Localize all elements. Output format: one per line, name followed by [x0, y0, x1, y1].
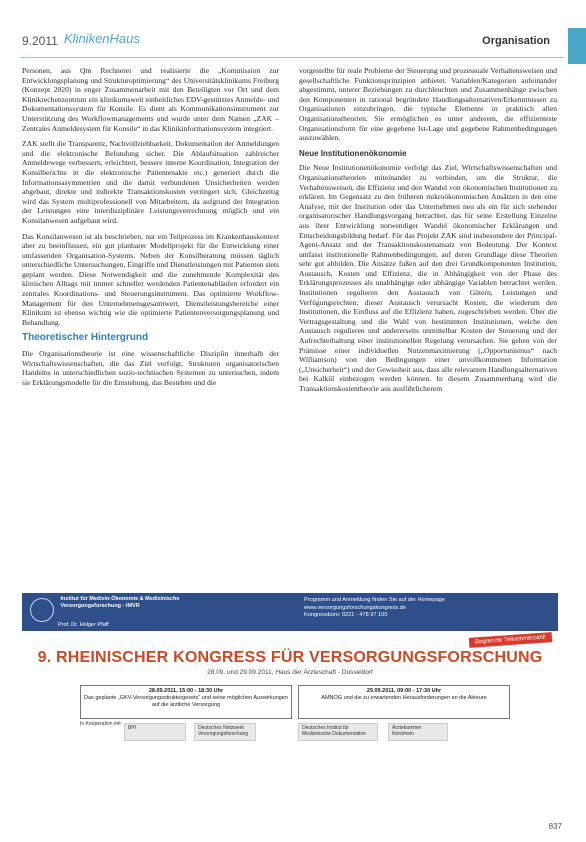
paragraph: Das Konsilanwesen ist als beschrieben, nur ein Teilprozess im Krankenhauskontext aber zu beeinflussen, ein gut planbarer Modellprojekt für die Entwicklung einer umfassenden Organisation-Systems. Neben der Konsilberatung müssen täglich unterschiedliche Untersuchungen, Eingriffe und Dienstleistungen mit Patienten stets geplant werden. Diese Notwendigkeit und die zunehmende Komplexität des klinischen Alltags mit immer schneller werdenden Patientenabläufen erfordert ein zentrales Koordinations- und Steuerungsinstrument. Das optimierte Workflow-Management für den Unternehmensgesamtwert, Dienstleistungsbereiche einer Klinikum ist ebenso wichtig wie die optimierte Patientenversorgungsplanung und Behandlung. — [22, 231, 279, 327]
info-line: Kongressbüro: 0221 - 478 97 100 — [304, 612, 388, 618]
magazine-logo: KlinikenHaus — [64, 31, 140, 46]
sponsor-row — [22, 721, 558, 747]
institute-block — [30, 596, 200, 628]
sponsor-logo: Deutsches Institut für Medizinische Dokumentation — [298, 723, 378, 741]
session-topic: Das geplante „GKV-Versorgungsstrukturgesetz“ und seine möglichen Auswirkungen auf die ärztliche Versorgung — [84, 695, 288, 708]
website-link[interactable]: www.versorgungsforschungskongress.de — [304, 604, 406, 611]
page-header — [0, 28, 586, 56]
session-date: 29.09.2011, 09:00 - 17:30 Uhr — [366, 688, 442, 694]
page-number: 837 — [548, 822, 562, 831]
right-column — [299, 66, 557, 400]
ad-banner — [22, 593, 558, 631]
header-divider — [20, 57, 564, 58]
paragraph: Die Organisationstheorie ist eine wissenschaftliche Disziplin innerhalb der Wirtschaftswissenschaften, die das Ziel verfolgt, Strukturen organisatorischen Handelns in unterschiedlichen sozio-technischen Systemen zu untersuchen, indem sie Erklärungsmodelle für die Entstehung, das Bestehen und die — [22, 349, 279, 387]
congress-title: 9. RHEINISCHER KONGRESS FÜR VERSORGUNGSFORSCHUNG — [37, 649, 543, 666]
institute-director: Prof. Dr. Holger Pfaff — [58, 622, 109, 628]
session-date: 28.09.2011, 15:00 - 18:30 Uhr — [148, 688, 224, 694]
limited-participants-stamp: Begrenzte Teilnehmerzahl! — [469, 632, 552, 648]
sponsor-logo: Deutsches Netzwerk Versorgungsforschung — [194, 723, 256, 741]
sponsors-label: In Kooperation mit: — [80, 721, 122, 727]
paragraph: Personen, aus Qm Rechnerei und realisierte die „Kommission zur Entwicklungsplanung und Strukturoptimierung“ des Universitätsklinikums Freiburg (Konzept 2020) in enger Zusammenarbeit mit den Beteiligten vor Ort und dem Klinikrechenzentrum ein klinikumsweit einheitliches EDV-gestütztes Anmelde- und Dokumentationssystem für Konsile. Es dient als Kommunikationsinstrument zur Unterstützung des Workflowmanagements und wurde unter dem Namen „ZAK – Zentrales Anmeldesystem für Konsile“ in das Klinikinformationssystem integriert. — [22, 66, 279, 133]
sponsor-logo: Ärztekammer Nordrhein — [388, 723, 448, 741]
session-box — [80, 685, 292, 719]
congress-advertisement — [22, 593, 558, 757]
paragraph: vorgestellte für reale Probleme der Steuerung und prozessuale Verhaltensweisen und gesellschaftliche Funktionsprinzipien anbietet. Variablen/Kategorien aufeinander abgestimmt, unterer Beziehungen zu durchleuchten und Zusammenhänge zwischen den Komponenten in rational begründete Handlungsalternativen/Erkenntnissen zu Organisationen einzubringen, die typische Elemente in praktisch allen Organisationstheorien. Sie ermöglichen es unter anderem, die effizienteste Organisationsform für eine gegebene Ist-Lage und gegebene Rahmenbedingungen auszuwählen. — [299, 66, 557, 143]
congress-date-location: 28.09. und 29.09.2011, Haus der Ärzteschaft - Düsseldorf — [207, 669, 373, 676]
issue-number: 9.2011 — [22, 34, 58, 48]
section-title: Organisation — [482, 35, 550, 47]
section-tab — [568, 28, 586, 64]
session-topic: AMNOG und die zu erwartenden Herausforderungen an die Akteure — [321, 695, 487, 701]
institute-name: Institut für Medizin-Ökonomie & Medizinische Versorgungsforschung - IMVR — [60, 596, 180, 609]
registration-info — [304, 597, 554, 620]
paragraph: ZAK stellt die Transparenz, Nachvollziehbarkeit, Dokumentation der Anmeldungen und die elektronische Befundung sicher. Die Ablaufsituation zahlreicher Anmeldewege verbessern, erleichtert, bessere interne Koordination, Integration der Konsilberichte in die elektronische Patientenakte etc.) generiert durch die Informationsasymmetrien und die damit verbundenen Unsicherheiten werden abgebaut, direkte und indirekte Transaktionskosten verringert sich. Gleichzeitig wird das System multiprofessionell von Mitarbeitern, da aufgrund der Integration der Leistungen eine interdisziplinäre Leistungsverrechnung möglich und ein Konsilanwesen aufgebaut wird. — [22, 139, 279, 225]
subsection-heading: Neue Institutionenökonomie — [299, 148, 407, 158]
paragraph: Die Neue Institutionenökonomie verfolgt das Ziel, Wirtschaftswissenschaften und Organisationstheorien miteinander zu verbinden, um die Struktur, die Verhaltensweisen, die Effizienz und den Wandel von ökonomischen Institutionen zu erklären. Im Gegensatz zu den früheren mikroökonomischen Ansätzen in den eine Analyse, mit der Institution oder das Unternehmen neu als ein für sich stehender organisatorischer Handlungsvorgang betrachtet, das für seine Erstellung Einzelne aus ihrer Entwicklung notwendiger Wandel ökonomischer Erklärungen und Entscheidungsbildung bedarf. Für das Projekt ZAK sind insbesondere der Principal-Agent-Ansatz und der Transaktionskostenansatz von Bedeutung. Der Kontext umfasst institutionelle Rahmenbedingungen, auf deren Grundlage diese Theorien sehr gut abbilden. Die Ansätze fußen auf den drei Grundkomponenten Institution, Austausch, Kosten und Effizienz, die in Abhängigkeit von der Phase des Erklärungsprozesses als unabhängige oder abhängige Variablen betrachtet werden. Institutionen regulieren den Austausch von Gütern, Leistungen und Verfügungsrechten; dieser Austausch verursacht Kosten, die wiederum den Institutionen, die Einfluss auf die Effizienz haben, zugeschrieben werden. Über die Vertragsgestaltung und die Wahl von bestimmten Institutionen, welche den Austausch regulieren und andererseits unmittelbar Kosten der Steuerung und der Aufrechterhaltung einer institutionellen Regelung verursachen. Sie gehen von der Prämisse einer individuellen Nutzenmaximierung („Opportunismus“ nach Williamson) von den Bedingungen einer unvollkommenen Information („Unsicherheit“) und der Gewissheit aus, dass alle relevanten Handlungsalternativen bei Kalkül einbezogen werden können. In diesem Zusammenhang wird die Transaktionskostentheorie aus ausführlicherem — [299, 163, 557, 393]
left-column — [22, 66, 279, 393]
info-line: Programm und Anmeldung finden Sie auf der Homepage — [304, 597, 445, 603]
institute-seal-icon — [30, 598, 54, 622]
section-heading: Theoretischer Hintergrund — [22, 332, 149, 344]
sponsor-logo: BPI — [124, 723, 186, 741]
session-box — [298, 685, 510, 719]
